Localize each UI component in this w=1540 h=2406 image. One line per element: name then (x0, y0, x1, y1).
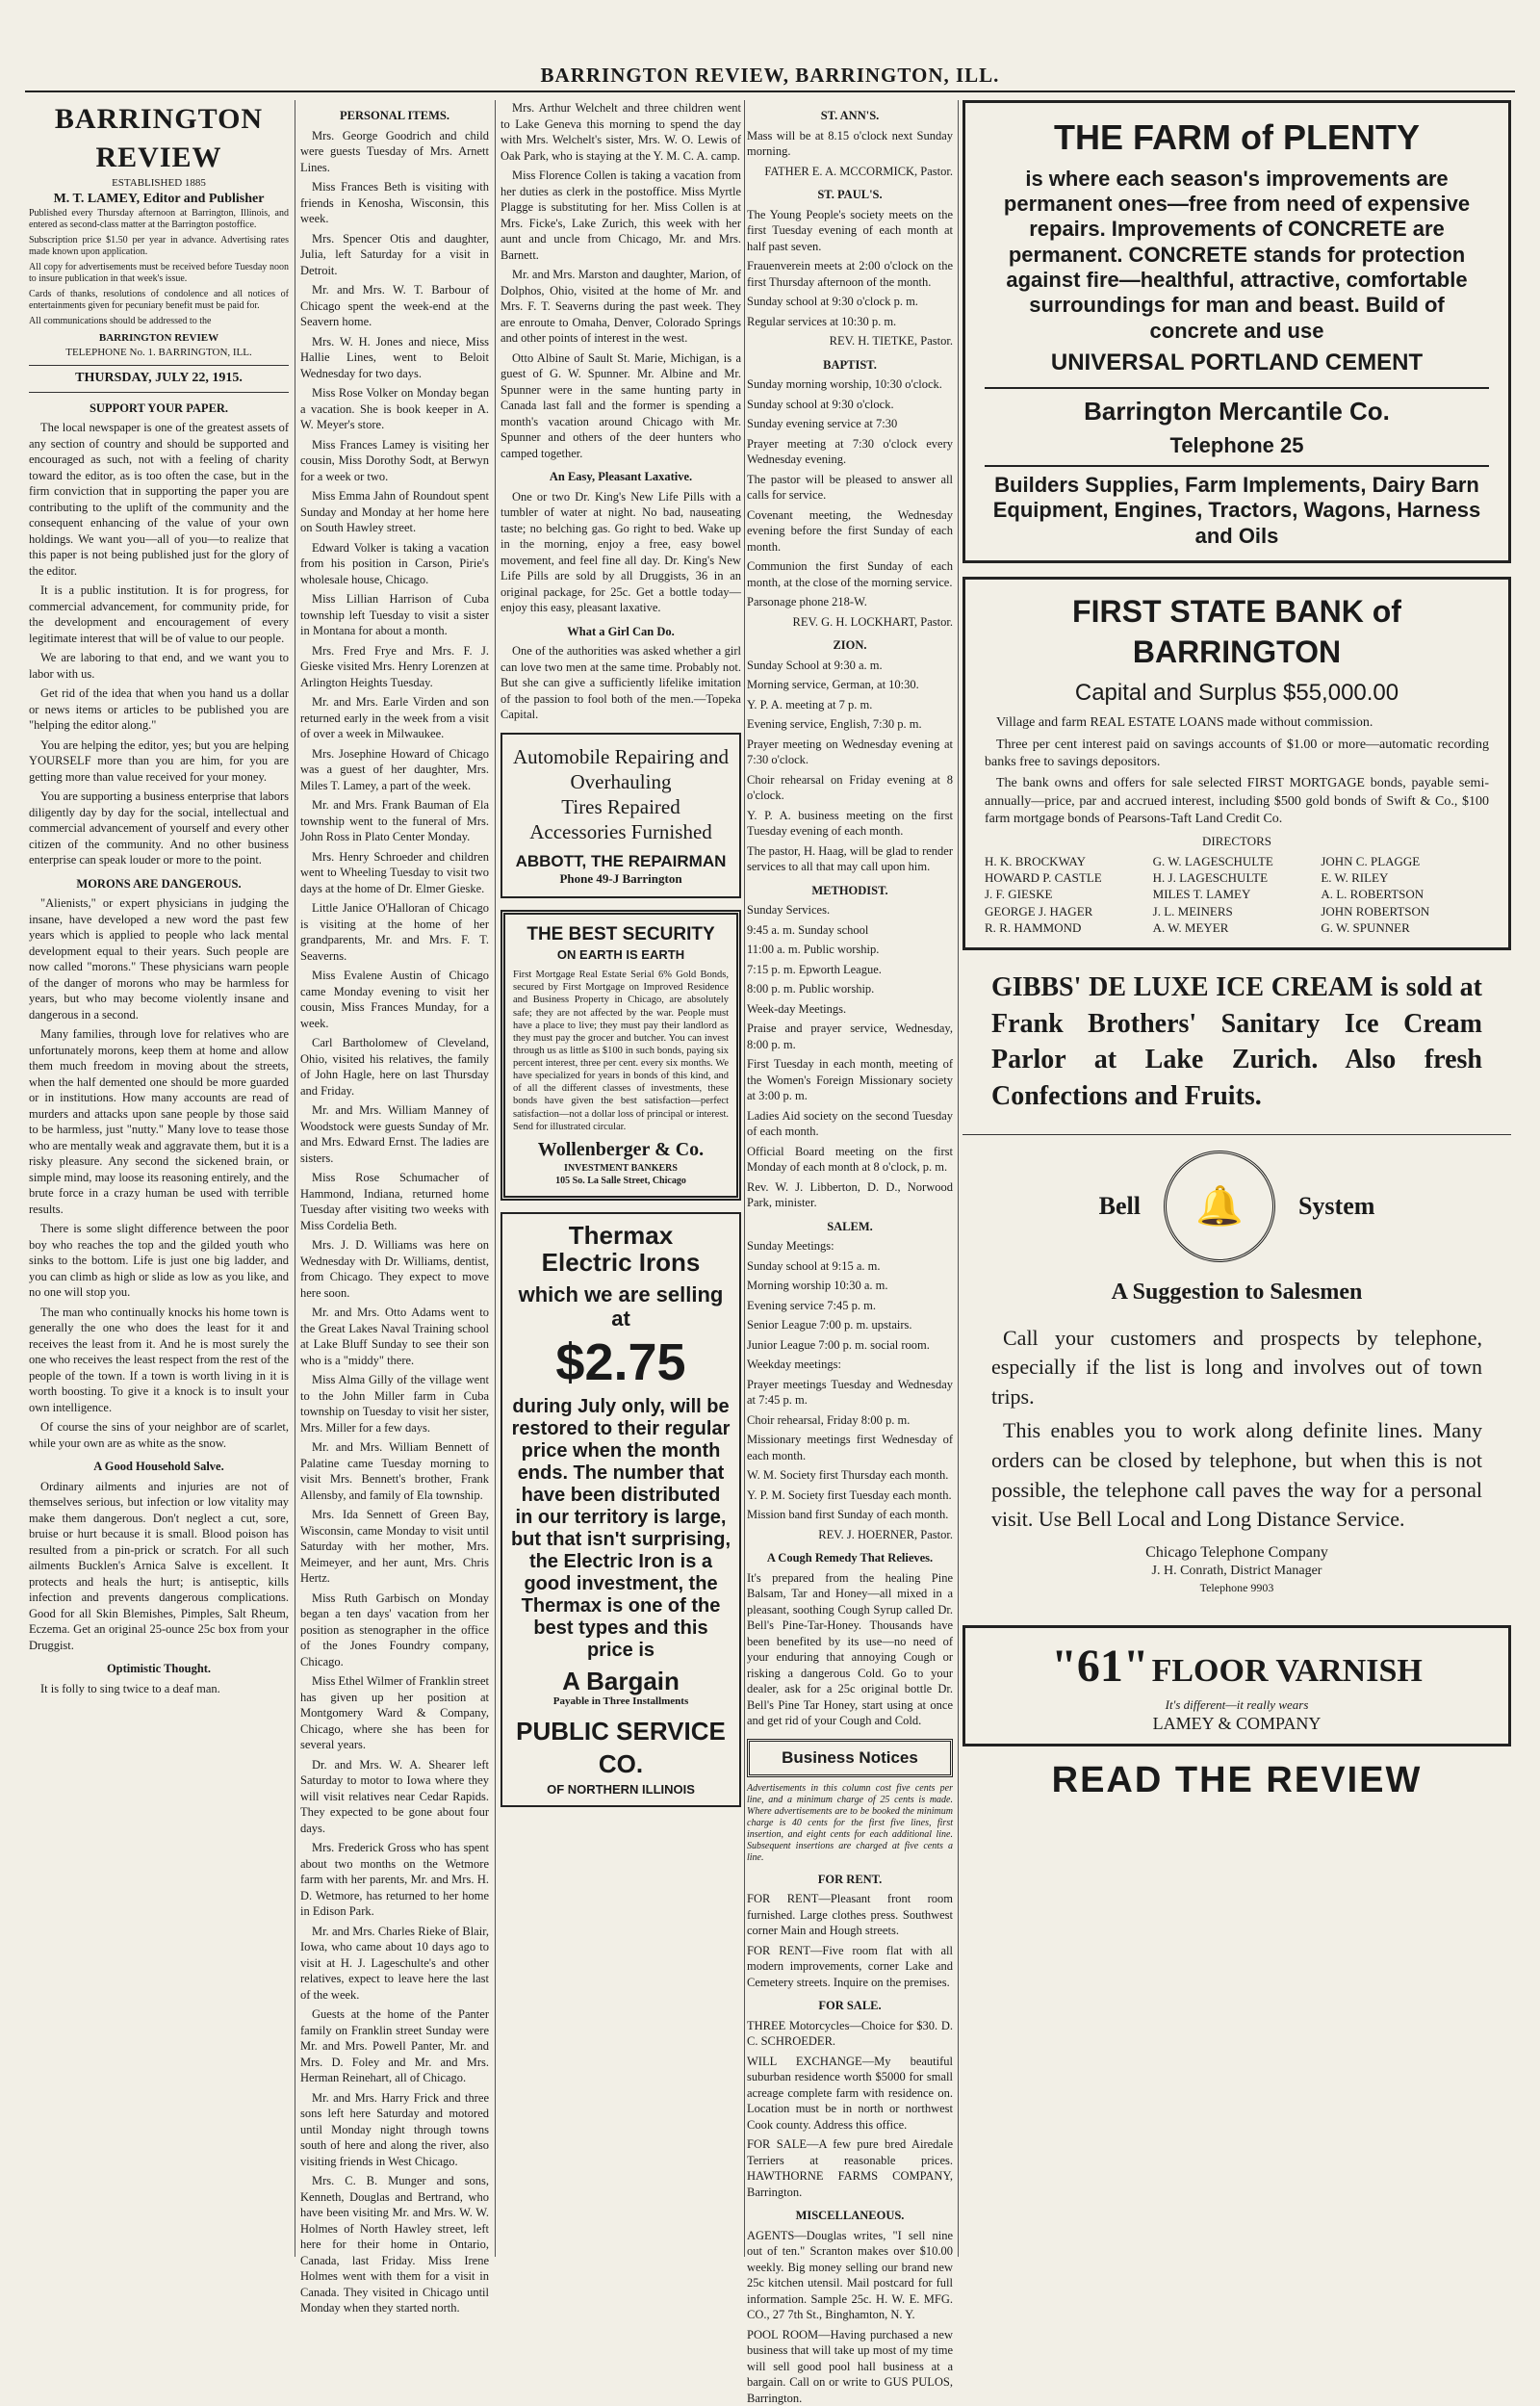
business-notices-rates: Advertisements in this column cost five cents per line, and a minimum charge of 25 cents is made. Where advertisements are to be booked the minimum charge is 40 cents for the first five lines, first insertion, and eight cents for each additional line. Subsequent insertions are charged at five cents a line. (747, 1782, 953, 1863)
news-item: Mrs. George Goodrich and child were guests Tuesday of Mrs. Arnett Lines. (300, 128, 489, 174)
news-item: Mr. and Mrs. William Manney of Woodstock were guests Sunday of Mr. and Mrs. Edward Ernst. The ladies are sisters. (300, 1103, 489, 1165)
director-name: G. W. SPUNNER (1321, 919, 1410, 935)
church-line: The pastor, H. Haag, will be glad to render services to all that may call upon him. (747, 843, 953, 873)
director-name: J. F. GIESKE (985, 887, 1053, 902)
church-line: Y. P. M. Society first Tuesday each month. (747, 1488, 952, 1502)
church-line: REV. G. H. LOCKHART, Pastor. (792, 614, 953, 629)
ad-body: is where each season's improvements are permanent ones—free from need of expensive repairs. Improvements of CONCRETE are permanent. CONCRETE stands for protection against fire—healthful, attractive, comfortable surroundings for man and beast. Build of concrete and use (1003, 166, 1471, 343)
column-personal-items (300, 100, 489, 2315)
article-paragraph: It's prepared from the healing Pine Balsam, Tar and Honey—all mixed in a pleasant, soothing Cough Syrup called Dr. Bell's Pine-Tar-Honey. Thousands have been benefited by its use—no need of your enduring that annoying Cough or risking a dangerous Cold. Go to your dealer, ask for a 25c original bottle Dr. Bell's Pine Tar Honey, start using at once and get rid of your Cough and Cold. (747, 1570, 953, 1727)
bank-ad (962, 577, 1511, 950)
church-heading: ZION. (833, 638, 867, 652)
news-item: Miss Evalene Austin of Chicago came Monday evening to visit her cousin, Miss Frances Munday, for a week. (300, 969, 489, 1030)
church-line: REV. H. TIETKE, Pastor. (829, 334, 953, 348)
church-line: First Tuesday in each month, meeting of the Women's Foreign Missionary society at 3:00 p. m. (747, 1057, 953, 1102)
news-item: Mrs. Spencer Otis and daughter, Julia, left Saturday for a visit in Detroit. (300, 231, 489, 277)
column-editorial (29, 100, 289, 2257)
ad-subtitle: ON EARTH IS EARTH (556, 947, 685, 963)
church-line: Evening service 7:45 p. m. (747, 1298, 876, 1312)
ad-bargain: A Bargain (562, 1666, 680, 1695)
church-line: Prayer meeting on Wednesday evening at 7:30 o'clock. (747, 737, 953, 766)
classified-heading: MISCELLANEOUS. (795, 2209, 905, 2223)
article-paragraph: You are supporting a business enterprise that labors diligently day by day for the social, intellectual and commercial advancement of yourself and every other citizen of the community. And no other business enterprise can speak louder or more to the point. (29, 789, 289, 867)
article-heading: A Good Household Salve. (93, 1460, 224, 1474)
news-item: Miss Florence Collen is taking a vacation from her duties as clerk in the postoffice. Miss Myrtle Plagge is substituting for her. Miss Collen is at Mrs. Ficke's, Lake Zurich, this week with her aunt and uncle from Chicago, Mr. and Mrs. Barnett. (500, 168, 741, 262)
news-item: Mr. and Mrs. Earle Virden and son returned early in the week from a visit of over a week in Milwaukee. (300, 695, 489, 740)
ad-title: FLOOR VARNISH (1151, 1652, 1423, 1689)
bell-right: System (1297, 1191, 1375, 1220)
article-paragraph: Of course the sins of your neighbor are of scarlet, while your own are as white as the snow. (29, 1420, 289, 1450)
ad-company: Chicago Telephone Company (1145, 1544, 1328, 1562)
director-name: E. W. RILEY (1321, 870, 1389, 886)
church-line: Morning service, German, at 10:30. (747, 678, 919, 691)
article-paragraph: There is some slight difference between the poor boy who reaches the top and the gilded youth who sinks to the bottom. Life is just one big ladder, and you can climb as high or slide as low as you like, and no one will stop you. (29, 1222, 289, 1300)
church-line: Morning worship 10:30 a. m. (747, 1279, 888, 1292)
bell-telephone-ad (962, 1135, 1511, 1612)
church-line: Week-day Meetings. (747, 1001, 847, 1016)
church-line: Prayer meeting at 7:30 o'clock every Wednesday evening. (747, 436, 953, 466)
church-line: Parsonage phone 218-W. (747, 595, 867, 608)
news-item: Miss Emma Jahn of Roundout spent Sunday and Monday at her home here on South Hawley street. (300, 489, 489, 534)
article-heading: A Cough Remedy That Relieves. (766, 1551, 934, 1565)
ad-address: 105 So. La Salle Street, Chicago (555, 1176, 686, 1187)
ad-title: THE FARM of PLENTY (1054, 117, 1420, 157)
column-display-ads (962, 100, 1511, 2257)
church-line: Senior League 7:00 p. m. upstairs. (747, 1318, 912, 1332)
classified-heading: FOR SALE. (818, 1999, 882, 2013)
masthead-pub-note: Published every Thursday afternoon at Barrington, Illinois, and entered as second-class matter at the Barrington postoffice. (29, 208, 289, 231)
top-rule (25, 91, 1515, 92)
article-paragraph: It is folly to sing twice to a deaf man. (40, 1681, 220, 1695)
section-heading: PERSONAL ITEMS. (340, 109, 449, 122)
article-heading: What a Girl Can Do. (567, 624, 675, 638)
news-item: Mrs. W. H. Jones and niece, Miss Hallie Lines, went to Beloit Wednesday for two days. (300, 334, 489, 380)
ad-paragraph: Village and farm REAL ESTATE LOANS made without commission. (996, 715, 1373, 731)
news-item: Carl Bartholomew of Cleveland, Ohio, visited his relatives, the family of John Hagle, here on last Thursday and Friday. (300, 1036, 489, 1098)
masthead-address-name: BARRINGTON REVIEW (98, 332, 219, 345)
column-rule (744, 100, 745, 2257)
ad-paragraph: The bank owns and offers for sale selected FIRST MORTGAGE bonds, payable semi-annually—price, par and accrued interest, including $500 gold bonds of Swift & Co., $100 farm mortgage bonds of Pearsons-Taft Land Credit Co. (985, 776, 1489, 827)
news-item: Mr. and Mrs. William Bennett of Palatine came Tuesday morning to visit Mrs. Bennett's brother, Frank Allensby, and family of Ela township. (300, 1440, 489, 1502)
news-item: Mr. and Mrs. Otto Adams went to the Great Lakes Naval Training school at Lake Bluff Sunday to see their son who is a "middy" there. (300, 1306, 489, 1367)
column-church-and-classifieds (747, 100, 953, 2405)
masthead-subscription: Subscription price $1.50 per year in advance. Advertising rates made known upon application. (29, 235, 289, 258)
news-item: Mr. and Mrs. Charles Rieke of Blair, Iowa, who came about 10 days ago to visit at H. J. Lageschulte's and other relatives, expect to leave here the last of the week. (300, 1924, 489, 2002)
church-line: Choir rehearsal on Friday evening at 8 o'clock. (747, 772, 953, 802)
church-line: Prayer meetings Tuesday and Wednesday at 7:45 p. m. (747, 1377, 953, 1407)
ad-firm: Wollenberger & Co. (537, 1138, 705, 1160)
classified-ad: THREE Motorcycles—Choice for $30. D. C. SCHROEDER. (747, 2018, 953, 2049)
directors-list (985, 853, 1489, 936)
news-item: Mr. and Mrs. W. T. Barbour of Chicago spent the week-end at the Seavern home. (300, 283, 489, 328)
bell-header (991, 1151, 1482, 1262)
church-line: 8:00 p. m. Public worship. (747, 982, 875, 996)
news-item: Miss Ethel Wilmer of Franklin street has given up her position at Montgomery Ward & Company, Chicago, where she has been for several years. (300, 1674, 489, 1751)
ad-title: Thermax (568, 1220, 674, 1250)
classified-ad: POOL ROOM—Having purchased a new business that will take up most of my time will sell good pool hall business at a bargain. Call on or write to GUS PULOS, Barrington. (747, 2327, 953, 2405)
church-line: Regular services at 10:30 p. m. (747, 314, 897, 328)
church-line: Junior League 7:00 p. m. social room. (747, 1337, 930, 1352)
director-name: G. W. LAGESCHULTE (1152, 854, 1273, 869)
article-paragraph: One or two Dr. King's New Life Pills with a tumbler of water at night. No bad, nauseating taste; no belching gas. Go right to bed. Wake up in the morning, enjoy a free, easy bowel movement, and feel fine all day. Dr. King's New Life Pills are sold by all Druggists, 36 in an original package, for 25c. Get a bottle today—enjoy this easy, pleasant laxative. (500, 489, 741, 614)
classified-ad: AGENTS—Douglas writes, "I sell nine out of ten." Scranton makes over $10.00 weekly. Big money selling our brand new 25c kitchen utensil. Mail postcard for full information. Sample 25c. H. W. E. MFG. CO., 27 7th St., Binghamton, N. Y. (747, 2228, 953, 2322)
varnish-ad (962, 1625, 1511, 1746)
classified-ad: WILL EXCHANGE—My beautiful suburban residence worth $5000 for small acreage complete farm with residence on. Location must be in north or northwest Cook county. Address this office. (747, 2054, 953, 2132)
church-line: REV. J. HOERNER, Pastor. (818, 1527, 953, 1541)
ad-line: Accessories Furnished (529, 820, 712, 844)
article-paragraph: "Alienists," or expert physicians in judging the insane, have developed a new word the past few years which is applied to people who lack mental development equal to their years. Such people are now called "morons." These physicians warn people of the danger of morons who may be harmless for years, but who may become violently insane and dangerous in a second. (29, 896, 289, 1022)
ad-company-sub: OF NORTHERN ILLINOIS (547, 1781, 695, 1797)
ad-phone: Telephone 9903 (1199, 1580, 1274, 1594)
concrete-farm-ad (962, 100, 1511, 563)
church-line: Sunday evening service at 7:30 (747, 417, 898, 430)
ice-cream-ad: GIBBS' DE LUXE ICE CREAM is sold at Frank Brothers' Sanitary Ice Cream Parlor at Lake Zurich. Also fresh Confections and Fruits. (962, 950, 1511, 1135)
ad-line: Automobile Repairing and Overhauling (513, 744, 729, 793)
classified-ad: FOR RENT—Pleasant front room furnished. Large clothes press. Southwest corner Main and Hough streets. (747, 1892, 953, 1938)
article-heading: An Easy, Pleasant Laxative. (549, 470, 693, 483)
church-line: Communion the first Sunday of each month, at the close of the morning service. (747, 559, 953, 589)
director-name: MILES T. LAMEY (1152, 887, 1251, 902)
news-item: Guests at the home of the Panter family on Franklin street Sunday were Mr. and Mrs. Powell Panter, Mr. and Mrs. D. Foley and Mr. and Mrs. Herman Reinehart, all of Chicago. (300, 2007, 489, 2084)
ad-line: which we are selling at (518, 1281, 724, 1332)
thermax-iron-ad (500, 1212, 741, 1807)
church-line: Mission band first Sunday of each month. (747, 1508, 949, 1521)
article-paragraph: You are helping the editor, yes; but you are helping YOURSELF more than you are him, for you are getting more than value received for your money. (29, 737, 289, 784)
director-name: H. K. BROCKWAY (985, 854, 1086, 869)
ad-company: PUBLIC SERVICE CO. (516, 1716, 726, 1779)
church-line: 9:45 a. m. Sunday school (747, 922, 869, 937)
ad-phone: Phone 49-J Barrington (559, 870, 682, 886)
ad-title: Electric Irons (541, 1248, 701, 1278)
article-paragraph: One of the authorities was asked whether a girl can love two men at the same time. Probably not. But she can give a sufficiently lifelike imitation of the passion to fool both of the men.—Topeka Capital. (500, 644, 741, 721)
church-line: Praise and prayer service, Wednesday, 8:00 p. m. (747, 1022, 953, 1051)
ad-body: during July only, will be restored to their regular price when the month ends. The number that have been distributed in our territory is large, but that isn't surprising, the Electric Iron is a good investment, the Thermax is one of the best types and this price is (510, 1395, 732, 1661)
read-the-review-banner: READ THE REVIEW (1051, 1759, 1423, 1800)
church-line: Weekday meetings: (747, 1358, 841, 1371)
bell-left: Bell (1098, 1191, 1141, 1220)
ad-paragraph: This enables you to work along definite lines. Many orders can be closed by telephone, but when this is not possible, the telephone call paves the way for a personal visit. Use Bell Local and Long Distance Service. (991, 1418, 1482, 1532)
news-item: Mr. and Mrs. Marston and daughter, Marion, of Dolphos, Ohio, visited at the home of Mr. and Mrs. F. T. Seaverns during the past week. They are enroute to Omaha, Denver, Colorado Springs and other points of interest in the west. (500, 268, 741, 345)
church-line: Ladies Aid society on the second Tuesday of each month. (747, 1108, 953, 1138)
news-item: Mrs. J. D. Williams was here on Wednesday with Dr. Williams, dentist, from Chicago. They expect to move here soon. (300, 1238, 489, 1300)
ad-manager: J. H. Conrath, District Manager (1151, 1564, 1322, 1579)
church-line: Sunday School at 9:30 a. m. (747, 658, 883, 672)
church-line: 11:00 a. m. Public worship. (747, 943, 880, 956)
director-name: JOHN ROBERTSON (1321, 903, 1430, 918)
ad-title: THE BEST SECURITY (526, 924, 715, 944)
ad-subhead: A Suggestion to Salesmen (1111, 1280, 1363, 1305)
director-name: GEORGE J. HAGER (985, 903, 1093, 918)
church-line: FATHER E. A. MCCORMICK, Pastor. (764, 164, 953, 178)
article-paragraph: It is a public institution. It is for progress, for commercial advancement, for community pride, for the development and encouragement of every legitimate interest that will be of value to our people. (29, 583, 289, 645)
ad-firm-sub: INVESTMENT BANKERS (564, 1163, 678, 1175)
ad-paragraph: Call your customers and prospects by telephone, especially if the list is long and involves out of town trips. (991, 1325, 1482, 1410)
church-line: Official Board meeting on the first Monday of each month at 8 o'clock, p. m. (747, 1144, 953, 1174)
issue-date: THURSDAY, JULY 22, 1915. (29, 365, 289, 392)
article-paragraph: Ordinary ailments and injuries are not of themselves serious, but infection or low vitality may make them dangerous. Don't neglect a cut, sore, bruise or hurt because it is small. Blood poison has resulted from a pin-prick or scratch. For all such ailments Bucklen's Arnica Salve is excellent. It protects and heals the hurt; is antiseptic, kills infection and prevents dangerous complications. Good for all Skin Blemishes, Pimples, Salt Rheum, Eczema. Get an original 25-ounce 25c box from your Druggist. (29, 1479, 289, 1652)
church-line: Sunday school at 9:15 a. m. (747, 1258, 881, 1273)
article-heading: MORONS ARE DANGEROUS. (76, 876, 242, 891)
news-item: Mr. and Mrs. Frank Bauman of Ela township went to the funeral of Mrs. John Ross in Plato Center Monday. (300, 798, 489, 843)
news-item: Mrs. Henry Schroeder and children went to Wheeling Tuesday to visit two days at the home of Dr. Elmer Gieske. (300, 849, 489, 895)
masthead-title: BARRINGTON REVIEW (54, 103, 264, 173)
news-item: Mr. and Mrs. Harry Frick and three sons left here Saturday and motored until Monday night through towns south of here and along the river, also visiting friends in West Chicago. (300, 2090, 489, 2168)
church-line: Sunday Meetings: (747, 1239, 834, 1253)
masthead-editor: M. T. LAMEY, Editor and Publisher (53, 191, 265, 206)
news-item: Dr. and Mrs. W. A. Shearer left Saturday to motor to Iowa where they will visit relatives near Cedar Rapids. They expected to be gone about four days. (300, 1757, 489, 1835)
news-item: Mrs. Ida Sennett of Green Bay, Wisconsin, came Monday to visit until Saturday with her mother, Mrs. Meimeyer, and her aunt, Mrs. Chris Hertz. (300, 1508, 489, 1585)
church-line: 7:15 p. m. Epworth League. (747, 962, 882, 976)
ad-company: LAMEY & COMPANY (1152, 1714, 1322, 1734)
news-item: Mrs. Josephine Howard of Chicago was a guest of her daughter, Mrs. Miles T. Lamey, a part of the week. (300, 746, 489, 792)
church-line: Sunday school at 9:30 o'clock. (747, 397, 894, 411)
church-line: Sunday Services. (747, 903, 831, 917)
security-bond-ad (500, 910, 741, 1201)
news-item: Miss Lillian Harrison of Cuba township left Tuesday to visit a sister in Montana for about a month. (300, 592, 489, 637)
ad-tagline: It's different—it really wears (1165, 1697, 1309, 1713)
news-item: Miss Ruth Garbisch on Monday began a ten days' vacation from her position as stenographer in the office of the Jones Foundry company, Chicago. (300, 1591, 489, 1669)
ad-advertiser: ABBOTT, THE REPAIRMAN (515, 851, 727, 870)
article-heading: Optimistic Thought. (106, 1662, 212, 1676)
article-paragraph: Get rid of the idea that when you hand us a dollar or news items or articles to be published you are "helping the editor along." (29, 686, 289, 733)
director-name: A. L. ROBERTSON (1321, 887, 1424, 902)
church-line: The pastor will be pleased to answer all calls for service. (747, 472, 953, 502)
business-notices-heading: Business Notices (747, 1739, 953, 1777)
ad-number: "61" (1051, 1640, 1149, 1692)
church-line: Mass will be at 8.15 o'clock next Sunday morning. (747, 128, 953, 158)
column-rule (495, 100, 496, 2257)
news-item: Mrs. C. B. Munger and sons, Kenneth, Douglas and Bertrand, who have been visiting Mr. and Mrs. W. W. Holmes of North Hawley street, left here for their home in Ontario, Canada, last Friday. Miss Irene Holmes went with them for a visit in Canada. They visited in Chicago until Monday when they started north. (300, 2174, 489, 2315)
director-name: HOWARD P. CASTLE (985, 870, 1102, 886)
church-line: Sunday school at 9:30 o'clock p. m. (747, 295, 918, 308)
article-heading: SUPPORT YOUR PAPER. (89, 401, 229, 415)
church-heading: SALEM. (827, 1219, 873, 1233)
ad-telephone: Telephone 25 (1169, 433, 1304, 458)
news-item: Miss Rose Volker on Monday began a vacation. She is book keeper in A. W. Meyer's store. (300, 386, 489, 431)
ad-payable: Payable in Three Installments (552, 1695, 689, 1708)
classified-ad: FOR SALE—A few pure bred Airedale Terriers at reasonable prices. HAWTHORNE FARMS COMPANY, Barrington. (747, 2137, 953, 2199)
director-name: A. W. MEYER (1152, 919, 1229, 935)
ad-products: Builders Supplies, Farm Implements, Dairy Barn Equipment, Engines, Tractors, Wagons, Harness and Oils (985, 465, 1489, 549)
church-line: The Young People's society meets on the first Tuesday evening of each month at half past seven. (747, 207, 953, 253)
church-heading: ST. ANN'S. (820, 109, 880, 122)
church-heading: ST. PAUL'S. (817, 188, 883, 201)
church-line: Y. P. A. meeting at 7 p. m. (747, 697, 873, 711)
masthead-copy-note: All copy for advertisements must be received before Tuesday noon to insure publication in that week's issue. (29, 262, 289, 285)
running-head: BARRINGTON REVIEW, BARRINGTON, ILL. (540, 64, 1000, 87)
news-item: Mrs. Arthur Welchelt and three children went to Lake Geneva this morning to spend the day with Mrs. Welchelt's sister, Mrs. W. O. Lewis of Oak Park, who is staying at the Y. M. C. A. camp. (500, 101, 741, 163)
masthead-telephone: TELEPHONE No. 1. BARRINGTON, ILL. (65, 346, 252, 358)
bell-icon: 🔔 (1164, 1151, 1275, 1262)
news-item: Little Janice O'Halloran of Chicago is visiting at the home of her grandparents, Mr. and Mrs. F. T. Seaverns. (300, 901, 489, 963)
director-name: H. J. LAGESCHULTE (1152, 870, 1269, 886)
column-rule (958, 100, 959, 2257)
news-item: Edward Volker is taking a vacation from his position in Carson, Pirie's wholesale house, Chicago. (300, 540, 489, 586)
church-line: Evening service, English, 7:30 p. m. (747, 717, 922, 731)
news-item: Mrs. Fred Frye and Mrs. F. J. Gieske visited Mrs. Henry Lorenzen at Arlington Heights Tuesday. (300, 643, 489, 689)
church-line: Choir rehearsal, Friday 8:00 p. m. (747, 1412, 911, 1427)
news-item: Miss Frances Lamey is visiting her cousin, Miss Dorothy Sodt, at Berwyn for a week or two. (300, 437, 489, 483)
church-heading: BAPTIST. (823, 357, 877, 372)
auto-repair-ad (500, 733, 741, 899)
ad-capital: Capital and Surplus $55,000.00 (1074, 680, 1399, 707)
article-paragraph: The local newspaper is one of the greatest assets of any section of country and should be supported and encouraged as such, not with a feeling of charity toward the editor, as is too often the case, but in the firm conviction that in supporting the paper you are contributing to the uplift of the community and the consequent enhancing of the value of your own holdings. We want you—all of you—to realize that this paper is not being published just for the glory of the editor. (29, 421, 289, 578)
classified-heading: FOR RENT. (817, 1872, 883, 1886)
masthead-address-note: All communications should be addressed to the (29, 316, 212, 327)
church-line: Rev. W. J. Libberton, D. D., Norwood Park, minister. (747, 1179, 953, 1209)
church-line: Frauenverein meets at 2:00 o'clock on the first Thursday afternoon of the month. (747, 259, 953, 289)
ad-title: FIRST STATE BANK of BARRINGTON (1072, 593, 1401, 670)
director-name: R. R. HAMMOND (985, 919, 1082, 935)
article-paragraph: Many families, through love for relatives who are unfortunately morons, keep them at home and allow them much freedom in moving about the streets, when the half demented one should be more guarded or in institutions. How many accounts are read of murders and attacks upon sane people by those said to be harmless, just "nutty." Many love to tease those who are mentally weak and aggravate them, but it is a risky pleasure. Any second the sickened brain, or simple mind, may loose its reasoning entirely, and the brute force in a crazy human be used with terrible results. (29, 1027, 289, 1216)
classified-ad: FOR RENT—Five room flat with all modern improvements, corner Lake and Cemetery streets. Inquire on the premises. (747, 1943, 953, 1989)
church-line: Sunday morning worship, 10:30 o'clock. (747, 377, 942, 391)
church-heading: METHODIST. (811, 883, 888, 897)
ad-line: Tires Repaired (561, 795, 680, 818)
church-line: W. M. Society first Thursday each month. (747, 1468, 949, 1482)
ad-body: First Mortgage Real Estate Serial 6% Gold Bonds, secured by First Mortgage on Improved Residence and Business Property in Chicago, are absolutely safe; they are not affected by the war. People must have a place to live; they must pay their landlord as they must pay the grocer and butcher. You can invest through us as little as $100 in such bonds, paying six percent interest, three per cent. every six months. We have specialized for years in bonds of this kind, and of all the different classes of investments, these bonds have given the best satisfaction—perfect satisfaction—not a dollar loss of principal or interest. Send for illustrated circular. (513, 970, 729, 1132)
news-item: Otto Albine of Sault St. Marie, Michigan, is a guest of G. W. Spunner. Mr. Albine and Mr. Spunner were in the same hunting party in Canada last fall and the former is spending a month's vacation around Chicago with Mr. Spunner and others of the deer hunters who camped together. (500, 350, 741, 460)
masthead-established: ESTABLISHED 1885 (112, 177, 206, 190)
ad-paragraph: Three per cent interest paid on savings accounts of $1.00 or more—automatic recording banks free to savings depositors. (985, 737, 1489, 769)
ad-price: $2.75 (555, 1333, 686, 1392)
church-line: Y. P. A. business meeting on the first Tuesday evening of each month. (747, 808, 953, 838)
ad-company: Barrington Mercantile Co. (985, 387, 1489, 427)
column-news-and-ads (500, 100, 741, 2257)
news-item: Miss Frances Beth is visiting with friends in Kenosha, Wisconsin, this week. (300, 180, 489, 225)
news-item: Miss Rose Schumacher of Hammond, Indiana, returned home Tuesday after visiting two weeks with Miss Cordelia Beth. (300, 1171, 489, 1232)
article-paragraph: The man who continually knocks his home town is generally the one who does the least for it and receives the least from it. And he is most surely the one who receives the least respect from the rest of the people of the town. If a town is worth living in it is worth boosting. To give it a knock is to insult your own intelligence. (29, 1305, 289, 1414)
director-name: JOHN C. PLAGGE (1321, 854, 1421, 869)
article-paragraph: We are laboring to that end, and we want you to labor with us. (29, 651, 289, 681)
church-line: Covenant meeting, the Wednesday evening before the first Sunday of each month. (747, 507, 953, 554)
ad-brand: UNIVERSAL PORTLAND CEMENT (1050, 349, 1424, 376)
director-name: J. L. MEINERS (1152, 903, 1233, 918)
directors-heading: DIRECTORS (1202, 833, 1271, 848)
news-item: Miss Alma Gilly of the village went to the John Miller farm in Cuba township on Tuesday to visit her sister, Mrs. Miller for a few days. (300, 1373, 489, 1435)
news-item: Mrs. Frederick Gross who has spent about two months on the Wetmore farm with her parents, Mr. and Mrs. H. D. Wetmore, has returned to her home in Edison Park. (300, 1841, 489, 1918)
church-line: Missionary meetings first Wednesday of each month. (747, 1433, 953, 1462)
masthead-cards-note: Cards of thanks, resolutions of condolence and all notices of entertainments given for pecuniary benefit must be paid for. (29, 289, 289, 312)
